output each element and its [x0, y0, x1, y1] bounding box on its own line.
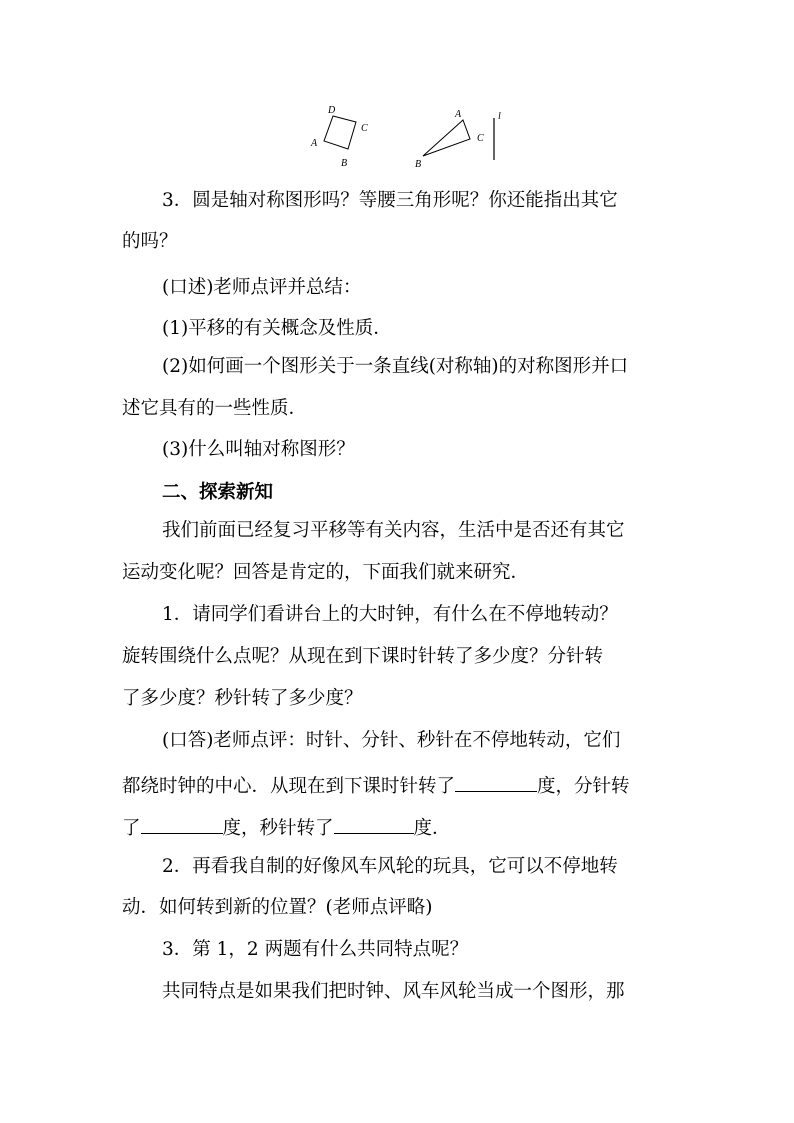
text-line: 3．第 1，2 两题有什么共同特点呢？ — [162, 939, 469, 960]
text-line: (2)如何画一个图形关于一条直线(对称轴)的对称图形并口 — [162, 356, 629, 377]
label-b: B — [341, 158, 348, 169]
text-line: 3．圆是轴对称图形吗？等腰三角形呢？你还能指出其它 — [162, 190, 618, 211]
text-line: 旋转围绕什么点呢？从现在到下课时针转了多少度？分针转 — [122, 646, 604, 667]
fill-in-line — [122, 773, 677, 797]
text-line: 共同特点是如果我们把时钟、风车风轮当成一个图形，那 — [162, 981, 625, 1002]
tri-label-a: A — [455, 109, 462, 120]
section-heading: 二、探索新知 — [162, 482, 274, 503]
square-shape — [324, 116, 356, 149]
text-line: 述它具有的一些性质． — [122, 398, 308, 419]
text-line: 运动变化呢？回答是肯定的，下面我们就来研究． — [122, 562, 530, 583]
line-label-l: l — [498, 111, 501, 122]
answer-blank[interactable] — [334, 815, 414, 834]
tri-label-c: C — [477, 133, 484, 144]
label-c: C — [361, 123, 368, 134]
text-segment: 度，秒针转了 — [222, 818, 334, 839]
tri-label-b: B — [415, 159, 422, 170]
text-line: 了多少度？秒针转了多少度？ — [122, 688, 363, 709]
label-d: D — [328, 105, 336, 116]
geometry-figure — [300, 100, 520, 175]
text-segment: 度，分针转 — [537, 776, 630, 797]
text-line: (口述)老师点评并总结： — [162, 277, 362, 298]
label-a: A — [311, 138, 318, 149]
answer-blank[interactable] — [141, 815, 223, 834]
text-line: 动．如何转到新的位置？(老师点评略) — [122, 897, 433, 918]
text-line: (1)平移的有关概念及性质． — [162, 318, 392, 339]
answer-blank[interactable] — [455, 773, 537, 792]
text-segment: 都绕时钟的中心．从现在到下课时针转了 — [122, 776, 456, 797]
text-line: 的吗？ — [122, 231, 178, 252]
text-line: 2．再看我自制的好像风车风轮的玩具，它可以不停地转 — [162, 856, 618, 877]
text-segment: 度． — [413, 818, 451, 839]
fill-in-line — [122, 815, 677, 839]
figure-svg — [300, 100, 520, 175]
text-line: (口答)老师点评：时针、分针、秒针在不停地转动，它们 — [162, 730, 621, 751]
text-segment: 了 — [122, 818, 141, 839]
text-line: 1．请同学们看讲台上的大时钟，有什么在不停地转动？ — [162, 604, 618, 625]
triangle-shape — [423, 120, 470, 156]
text-line: (3)什么叫轴对称图形？ — [162, 439, 355, 460]
text-line: 我们前面已经复习平移等有关内容，生活中是否还有其它 — [162, 520, 625, 541]
